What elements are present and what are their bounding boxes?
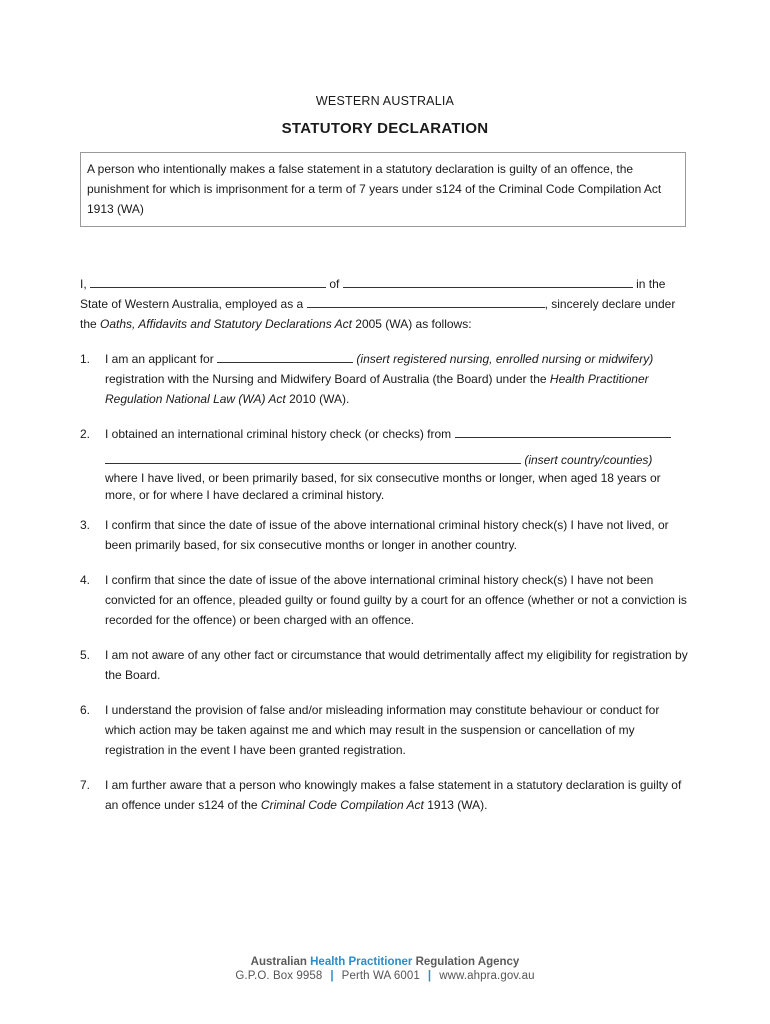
item-6-text: I understand the provision of false and/or misleading information may constitute behaviour or conduct for which action may be taken against me and which may result in the suspension or cancellation of my registration in the event I have been granted registration.: [105, 703, 660, 757]
item-number: 6.: [80, 703, 91, 717]
country-field-2[interactable]: [105, 451, 521, 464]
declaration-item-6: [80, 700, 692, 760]
intro-of: of: [329, 277, 340, 291]
footer-agency-name: [0, 956, 770, 968]
occupation-field[interactable]: [307, 295, 545, 308]
country-field-1[interactable]: [455, 425, 671, 438]
jurisdiction-heading: WESTERN AUSTRALIA: [315, 94, 455, 108]
item-number: 4.: [80, 573, 91, 587]
item-number: 1.: [80, 352, 91, 366]
item-2-hint: (insert country/counties): [524, 453, 653, 467]
footer-website-link[interactable]: www.ahpra.gov.au: [439, 970, 535, 982]
warning-box: [80, 152, 686, 227]
warning-text: A person who intentionally makes a false statement in a statutory declaration is guilty of an offence, the punishment for which is imprisonment for a term of 7 years under s124 of the Criminal Code Compilation Act 1913 (WA): [87, 162, 662, 216]
item-number: 7.: [80, 778, 91, 792]
intro-line-3: [80, 314, 472, 334]
intro-sincerely: , sincerely declare under: [544, 297, 676, 311]
item-number: 2.: [80, 427, 91, 441]
declaration-item-1: [80, 349, 692, 409]
item-7-code-name: Criminal Code Compilation Act: [260, 798, 424, 812]
item-1-text-b: registration with the Nursing and Midwifery Board of Australia (the Board) under the: [105, 372, 547, 386]
intro-act-year: 2005 (WA) as follows:: [355, 317, 472, 331]
footer-box: G.P.O. Box 9958: [235, 970, 323, 982]
footer-org-a: Australian: [250, 956, 307, 968]
intro-act-name: Oaths, Affidavits and Statutory Declarations Act: [100, 317, 352, 331]
name-field[interactable]: [90, 275, 326, 288]
footer-city: Perth WA 6001: [341, 970, 420, 982]
intro-state-employed: State of Western Australia, employed as a: [80, 297, 304, 311]
footer-org-b: Health Practitioner: [310, 956, 413, 968]
document-title: STATUTORY DECLARATION: [281, 120, 489, 137]
item-1-hint: (insert registered nursing, enrolled nursing or midwifery): [356, 352, 654, 366]
item-number: 3.: [80, 518, 91, 532]
registration-type-field[interactable]: [217, 350, 353, 363]
intro-i: I,: [80, 277, 87, 291]
item-1-text-c: 2010 (WA).: [289, 392, 350, 406]
intro-the: the: [80, 317, 97, 331]
intro-line-2: [80, 294, 675, 314]
item-1-law-name: Health Practitioner Regulation National Law (WA) Act: [105, 372, 649, 406]
item-2-text-a: I obtained an international criminal history check (or checks) from: [105, 427, 452, 441]
footer-separator: |: [330, 970, 334, 982]
item-7-text-b: 1913 (WA).: [427, 798, 488, 812]
footer-contact: [0, 970, 770, 982]
item-7-text-a: I am further aware that a person who knowingly makes a false statement in a statutory declaration is guilty of an offence under s124 of the: [105, 778, 682, 812]
item-1-text-a: I am an applicant for: [105, 352, 214, 366]
intro-in-the: in the: [636, 277, 666, 291]
item-5-text: I am not aware of any other fact or circumstance that would detrimentally affect my eligibility for registration by the Board.: [105, 648, 688, 682]
declaration-item-5: [80, 645, 692, 685]
declaration-item-7: [80, 775, 692, 815]
item-number: 5.: [80, 648, 91, 662]
footer-separator: |: [427, 970, 432, 982]
intro-line-1: [80, 274, 665, 294]
footer-org-c: Regulation Agency: [415, 956, 520, 968]
item-2-text-b: where I have lived, or been primarily based, for six consecutive months or longer, when aged 18 years or more, or for where I have declared a criminal history.: [105, 471, 661, 502]
declaration-item-4: [80, 570, 692, 630]
declaration-item-2: [80, 424, 692, 504]
declaration-item-3: [80, 515, 692, 555]
item-4-text: I confirm that since the date of issue of the above international criminal history check(s) I have not been convicted for an offence, pleaded guilty or found guilty by a court for an offence (whether or not a conviction is recorded for the offence) or been charged with an offence.: [105, 573, 687, 627]
address-field[interactable]: [343, 275, 633, 288]
item-3-text: I confirm that since the date of issue of the above international criminal history check(s) I have not lived, or been primarily based, for six consecutive months or longer in another country.: [105, 518, 669, 552]
